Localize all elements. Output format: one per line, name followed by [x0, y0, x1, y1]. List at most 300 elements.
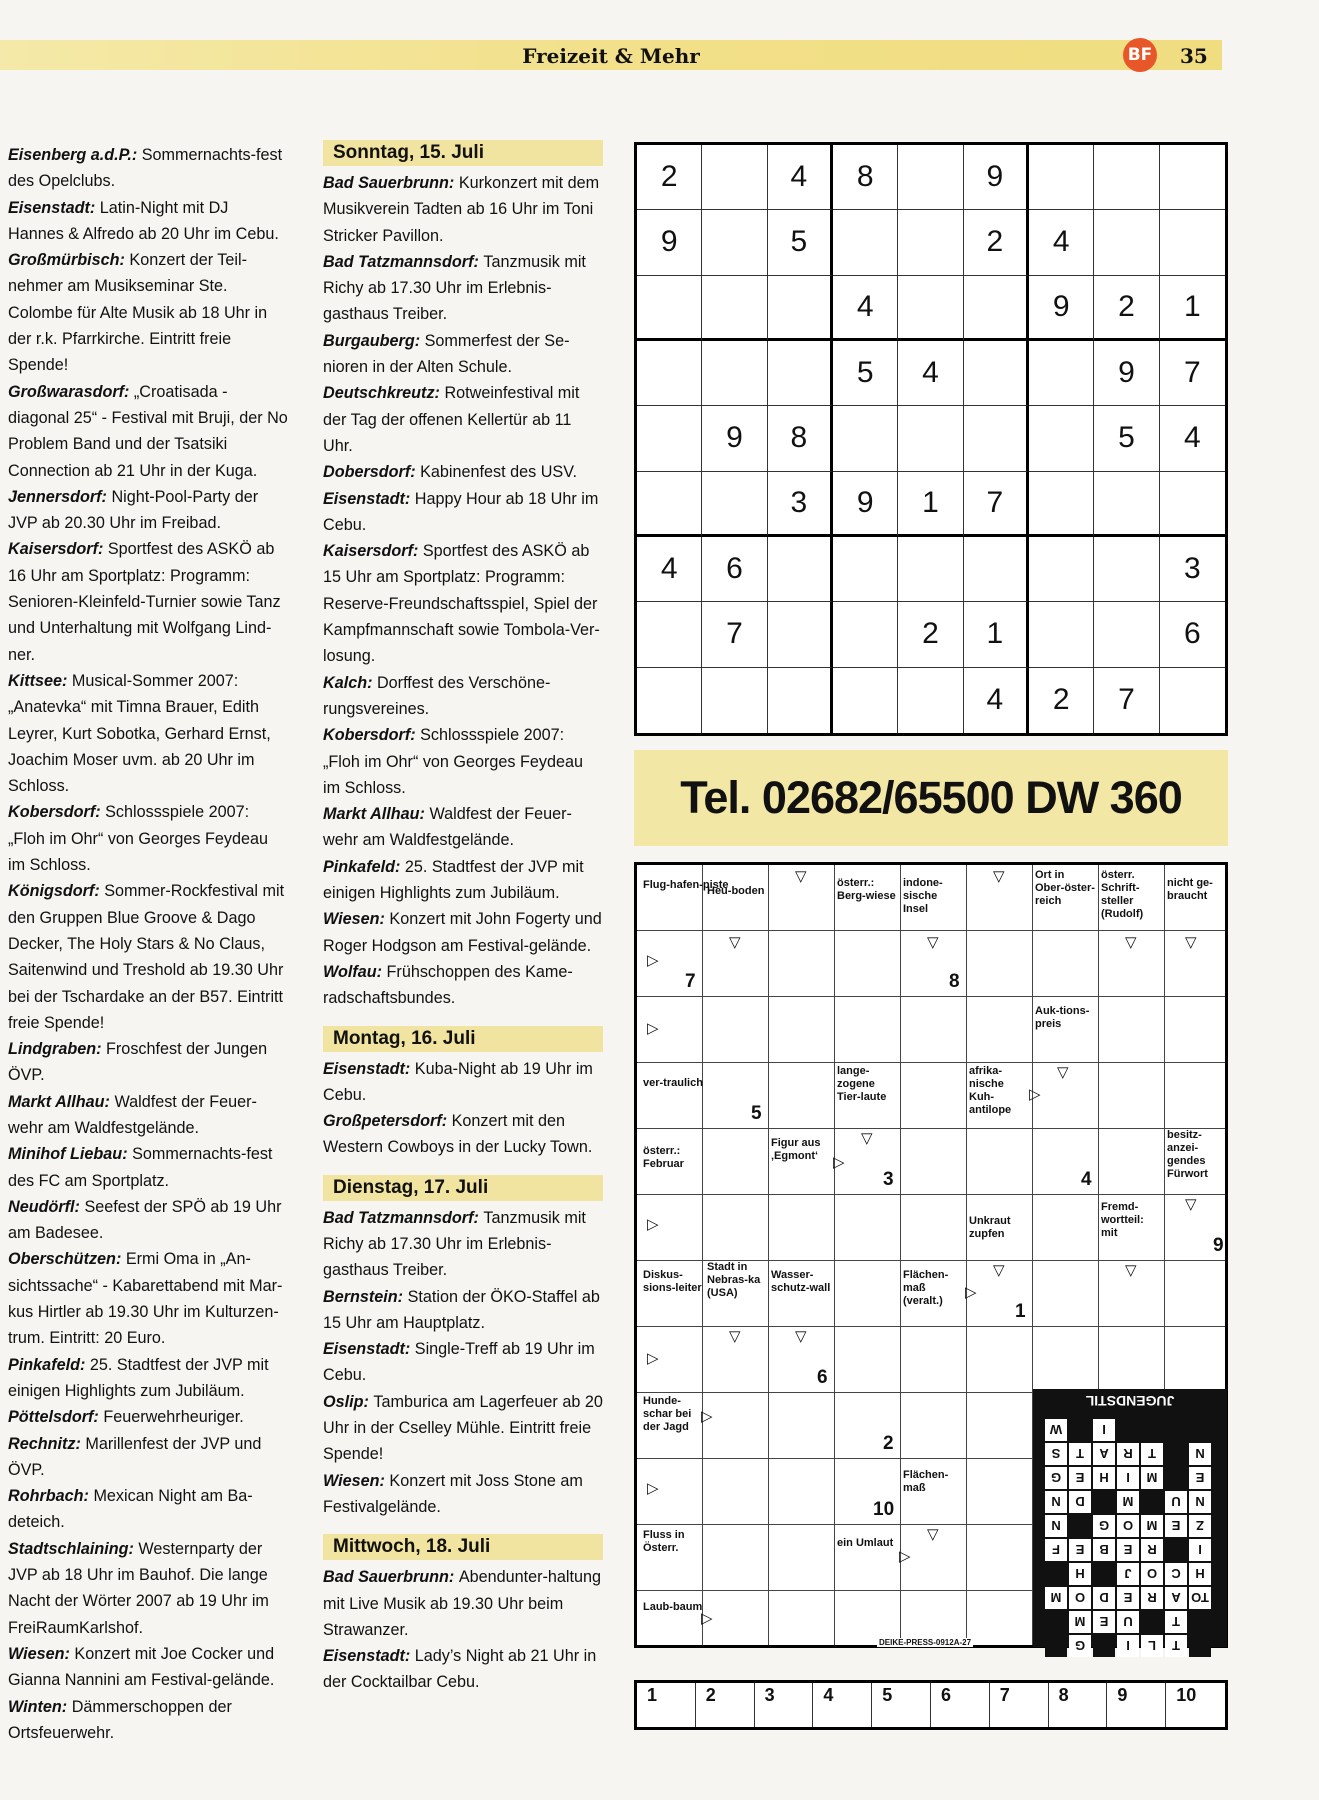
- event-description: Ermi Oma in „An-sichtssache“ - Kabarettabend mit Mar-kus Hirtler ab 19.30 Uhr im Kulturzen-trum. Eintritt: 20 Euro.: [8, 1250, 283, 1348]
- day-heading: Mittwoch, 18. Juli: [323, 1534, 603, 1560]
- clue-bergwiese: österr.: Berg-wiese: [837, 877, 896, 902]
- sudoku-grid: [634, 142, 1228, 736]
- event-place: Pinkafeld:: [8, 1355, 90, 1374]
- event-entry: [8, 1641, 288, 1694]
- event-entry: [323, 249, 603, 328]
- event-entry: [8, 799, 288, 878]
- event-place: Winten:: [8, 1697, 72, 1716]
- mini-grid-cell: E: [1117, 1539, 1139, 1561]
- solution-mini-grid: [1033, 1389, 1227, 1654]
- sudoku-cell[interactable]: [964, 537, 1029, 602]
- clue-fuerwort: besitz-anzei-gendes Fürwort: [1167, 1129, 1208, 1180]
- event-entry: [8, 1536, 288, 1641]
- mini-grid-cell: [1093, 1635, 1115, 1657]
- solution-number: 10: [873, 1499, 895, 1520]
- sudoku-cell[interactable]: 5: [833, 341, 898, 406]
- sudoku-cell[interactable]: 7: [702, 602, 767, 667]
- arrow-right-icon: ▷: [701, 1610, 713, 1627]
- clue-flughafenpiste: Flug-hafen-piste: [643, 879, 729, 891]
- mini-grid-cell: F: [1045, 1539, 1067, 1561]
- sudoku-cell[interactable]: 1: [898, 472, 963, 537]
- event-entry: [8, 1694, 288, 1747]
- mini-grid-cell: J: [1117, 1563, 1139, 1585]
- sudoku-cell[interactable]: 1: [964, 602, 1029, 667]
- sudoku-cell[interactable]: 5: [768, 210, 833, 275]
- day-heading: Montag, 16. Juli: [323, 1026, 603, 1052]
- mini-grid-cell: G: [1093, 1515, 1115, 1537]
- sudoku-cell[interactable]: [833, 406, 898, 471]
- sudoku-cell[interactable]: [964, 276, 1029, 341]
- arrow-right-icon: ▷: [899, 1548, 911, 1565]
- event-description: Sportfest des ASKÖ ab 15 Uhr am Sportplatz: Programm: Reserve-Freundschaftsspiel, Spiel der Kampfmannschaft sowie Tombola-Ver-losung.: [323, 542, 600, 666]
- event-description: Rotweinfestival mit der Tag der offenen Kellertür ab 11 Uhr.: [323, 384, 580, 455]
- solution-number: 7: [685, 971, 696, 992]
- event-place: Lindgraben:: [8, 1040, 107, 1059]
- event-entry: [8, 878, 288, 1036]
- arrow-down-icon: ▽: [993, 1262, 1005, 1279]
- event-place: Rohrbach:: [8, 1487, 94, 1506]
- answer-cell[interactable]: 5: [872, 1683, 931, 1727]
- day-heading: Dienstag, 17. Juli: [323, 1175, 603, 1201]
- event-description: Schlossspiele 2007: „Floh im Ohr“ von Georges Feydeau im Schloss.: [323, 726, 584, 797]
- answer-cell[interactable]: 2: [696, 1683, 755, 1727]
- clue-heuboden: Heu-boden: [707, 885, 765, 897]
- event-entry: [323, 670, 603, 723]
- mini-grid-cell: H: [1093, 1467, 1115, 1489]
- event-entry: [323, 1108, 603, 1161]
- sudoku-cell[interactable]: [898, 145, 963, 210]
- solution-number: 6: [817, 1367, 828, 1388]
- page-header: [0, 40, 1222, 70]
- event-description: Konzert mit den Western Cowboys in der Lucky Town.: [323, 1112, 593, 1157]
- event-entry: [323, 959, 603, 1012]
- answer-cell[interactable]: 6: [931, 1683, 990, 1727]
- sudoku-cell[interactable]: [833, 537, 898, 602]
- clue-februar: österr.: Februar: [643, 1145, 684, 1170]
- event-place: Kaisersdorf:: [8, 540, 108, 559]
- event-place: Markt Allhau:: [323, 805, 430, 824]
- event-description: Kurkonzert mit dem Musikverein Tadten ab 16 Uhr im Toni Stricker Pavillon.: [323, 174, 600, 245]
- event-description: Latin-Night mit DJ Hannes & Alfredo ab 20 Uhr im Cebu.: [8, 198, 279, 243]
- solution-answer-row: [634, 1680, 1228, 1730]
- sudoku-cell[interactable]: 2: [898, 602, 963, 667]
- event-description: Abendunter-haltung mit Live Musik ab 19.30 Uhr beim Strawanzer.: [323, 1568, 602, 1639]
- sudoku-cell[interactable]: 8: [833, 145, 898, 210]
- arrow-down-icon: ▽: [1185, 1196, 1197, 1213]
- event-description: Musical-Sommer 2007: „Anatevka“ mit Timna Brauer, Edith Leyrer, Kurt Sobotka, Gerhard Ernst, Joachim Moser uvm. ab 20 Uhr im Schloss.: [8, 671, 271, 796]
- event-place: Eisenstadt:: [323, 1647, 415, 1666]
- solution-number: 3: [883, 1169, 894, 1190]
- sudoku-cell[interactable]: 9: [1029, 276, 1094, 341]
- sudoku-cell[interactable]: [702, 668, 767, 733]
- mini-grid-cell: [1069, 1419, 1091, 1441]
- mini-grid-cell: N: [1045, 1491, 1067, 1513]
- arrow-down-icon: ▽: [729, 934, 741, 951]
- sudoku-cell[interactable]: [768, 537, 833, 602]
- mini-grid-cell: [1141, 1419, 1163, 1441]
- event-place: Kaisersdorf:: [323, 542, 423, 561]
- sudoku-cell[interactable]: [898, 537, 963, 602]
- crossword-grid: [634, 862, 1228, 1654]
- mini-grid-cell: [1165, 1539, 1187, 1561]
- event-place: Pöttelsdorf:: [8, 1408, 104, 1427]
- event-description: Kuba-Night ab 19 Uhr im Cebu.: [323, 1059, 593, 1104]
- event-entry: [323, 486, 603, 539]
- mini-grid-cell: B: [1093, 1539, 1115, 1561]
- sudoku-cell[interactable]: 6: [702, 537, 767, 602]
- mini-grid-cell: D: [1093, 1587, 1115, 1609]
- sudoku-cell[interactable]: 3: [1160, 537, 1225, 602]
- event-description: Waldfest der Feuer-wehr am Waldfestgelände.: [8, 1092, 257, 1137]
- event-entry: [8, 668, 288, 799]
- clue-hundeschar: Hunde-schar bei der Jagd: [643, 1395, 692, 1433]
- events-column-1: [8, 142, 288, 1746]
- solution-number: 2: [883, 1433, 894, 1454]
- event-place: Bernstein:: [323, 1287, 408, 1306]
- arrow-down-icon: ▽: [1185, 934, 1197, 951]
- sudoku-cell[interactable]: 4: [1160, 406, 1225, 471]
- sudoku-cell[interactable]: 2: [1029, 668, 1094, 733]
- event-description: Mexican Night am Ba-deteich.: [8, 1487, 253, 1532]
- sudoku-cell[interactable]: [702, 210, 767, 275]
- event-entry: [8, 1483, 288, 1536]
- solution-number: 9: [1213, 1235, 1224, 1256]
- sudoku-cell[interactable]: 2: [964, 210, 1029, 275]
- sudoku-cell[interactable]: 5: [1094, 406, 1159, 471]
- sudoku-cell[interactable]: [702, 341, 767, 406]
- sudoku-cell[interactable]: 4: [964, 668, 1029, 733]
- answer-cell[interactable]: 3: [755, 1683, 814, 1727]
- mini-grid-cell: T: [1165, 1611, 1187, 1633]
- mini-grid-cell: [1045, 1563, 1067, 1585]
- mini-grid-cell: [1117, 1419, 1139, 1441]
- arrow-down-icon: ▽: [729, 1328, 741, 1345]
- event-place: Großmürbisch:: [8, 251, 130, 270]
- sudoku-cell[interactable]: [768, 341, 833, 406]
- sudoku-cell[interactable]: [833, 668, 898, 733]
- sudoku-cell[interactable]: [833, 210, 898, 275]
- sudoku-cell[interactable]: [637, 668, 702, 733]
- event-entry: [8, 1194, 288, 1247]
- sudoku-cell[interactable]: [1029, 145, 1094, 210]
- event-entry: [323, 906, 603, 959]
- arrow-down-icon: ▽: [861, 1130, 873, 1147]
- arrow-right-icon: ▷: [647, 952, 659, 969]
- event-description: Single-Treff ab 19 Uhr im Cebu.: [323, 1340, 595, 1385]
- clue-vertraulich: ver-traulich: [643, 1077, 703, 1089]
- event-description: Kabinenfest des USV.: [420, 463, 578, 482]
- clue-flaechenmass-veraltet: Flächen-maß (veralt.): [903, 1269, 949, 1307]
- event-entry: [8, 1089, 288, 1142]
- arrow-down-icon: ▽: [927, 1526, 939, 1543]
- event-entry: [323, 328, 603, 381]
- arrow-down-icon: ▽: [927, 934, 939, 951]
- event-place: Eisenstadt:: [323, 1059, 415, 1078]
- event-entry: [323, 1468, 603, 1521]
- clue-fremdwortteil: Fremd-wortteil: mit: [1101, 1201, 1144, 1239]
- clue-umlaut: ein Umlaut: [837, 1537, 894, 1549]
- sudoku-cell[interactable]: 9: [964, 145, 1029, 210]
- event-description: Konzert mit John Fogerty und Roger Hodgson am Festival-gelände.: [323, 910, 602, 955]
- sudoku-cell[interactable]: [768, 668, 833, 733]
- event-place: Bad Sauerbrunn:: [323, 1568, 459, 1587]
- event-entry: [323, 1643, 603, 1696]
- sudoku-cell[interactable]: [702, 145, 767, 210]
- sudoku-cell[interactable]: 6: [1160, 602, 1225, 667]
- mini-grid-cell: M: [1117, 1491, 1139, 1513]
- event-place: Stadtschlaining:: [8, 1539, 139, 1558]
- mini-grid-cell: I: [1117, 1467, 1139, 1489]
- mini-grid-cell: [1093, 1563, 1115, 1585]
- event-description: Lady’s Night ab 21 Uhr in der Cocktailbar Cebu.: [323, 1647, 597, 1692]
- mini-grid-cell: A: [1165, 1587, 1187, 1609]
- event-description: Schlossspiele 2007: „Floh im Ohr“ von Georges Feydeau im Schloss.: [8, 803, 269, 875]
- event-place: Wiesen:: [323, 1471, 390, 1490]
- sudoku-cell[interactable]: 7: [1160, 341, 1225, 406]
- event-description: Seefest der SPÖ ab 19 Uhr am Badesee.: [8, 1197, 282, 1243]
- event-entry: [8, 142, 288, 195]
- mini-grid-cell: E: [1093, 1611, 1115, 1633]
- mini-grid-cell: E: [1165, 1515, 1187, 1537]
- event-description: Frühschoppen des Kame-radschaftsbundes.: [323, 962, 573, 1008]
- mini-grid-cell: [1189, 1419, 1211, 1441]
- event-description: Konzert mit Joss Stone am Festivalgelände.: [323, 1471, 583, 1516]
- answer-cell[interactable]: 7: [990, 1683, 1049, 1727]
- mini-grid-cell: [1069, 1515, 1091, 1537]
- sudoku-cell[interactable]: [964, 341, 1029, 406]
- event-entry: [8, 1036, 288, 1089]
- sudoku-cell[interactable]: [637, 276, 702, 341]
- sudoku-cell[interactable]: 9: [833, 472, 898, 537]
- event-entry: [8, 1431, 288, 1484]
- mini-grid-cell: A: [1093, 1443, 1115, 1465]
- event-entry: [323, 1389, 603, 1468]
- mini-grid-cell: M: [1141, 1467, 1163, 1489]
- mini-grid-cell: [1141, 1491, 1163, 1513]
- event-entry: [323, 1056, 603, 1109]
- sudoku-cell[interactable]: [964, 406, 1029, 471]
- mini-grid-cell: E: [1069, 1467, 1091, 1489]
- answer-cell[interactable]: 1: [637, 1683, 696, 1727]
- mini-grid-cell: [1165, 1443, 1187, 1465]
- mini-grid-cell: M: [1045, 1587, 1067, 1609]
- sudoku-cell[interactable]: 4: [1029, 210, 1094, 275]
- event-entry: [8, 379, 288, 484]
- mini-grid-cell: U: [1117, 1611, 1139, 1633]
- events-column-2: [323, 140, 603, 1696]
- sudoku-cell[interactable]: [768, 276, 833, 341]
- mini-grid-cell: [1189, 1611, 1211, 1633]
- mini-grid-cell: I: [1093, 1419, 1115, 1441]
- answer-cell[interactable]: 8: [1049, 1683, 1108, 1727]
- event-place: Eisenstadt:: [323, 489, 415, 508]
- event-place: Burgauberg:: [323, 331, 425, 350]
- solution-number: 4: [1081, 1169, 1092, 1190]
- mini-grid-cell: T: [1069, 1443, 1091, 1465]
- bf-logo: BF: [1123, 38, 1157, 72]
- event-place: Wiesen:: [8, 1644, 75, 1663]
- sudoku-cell[interactable]: [1029, 537, 1094, 602]
- event-entry: [323, 801, 603, 854]
- sudoku-cell[interactable]: 4: [833, 276, 898, 341]
- event-entry: [323, 1205, 603, 1284]
- clue-diskussionsleiter: Diskus-sions-leiter: [643, 1269, 702, 1294]
- event-description: Night-Pool-Party der JVP ab 20.30 Uhr im Freibad.: [8, 487, 259, 533]
- answer-cell[interactable]: 9: [1107, 1683, 1166, 1727]
- sudoku-cell[interactable]: [1029, 602, 1094, 667]
- sudoku-cell[interactable]: [898, 668, 963, 733]
- event-description: Sommer-Rockfestival mit den Gruppen Blue Groove & Dago Decker, The Holy Stars & No Claus, Saitenwind und Treshold ab 19.30 Uhr bei der Tschardake an der B57. Eintritt freie Spende!: [8, 882, 285, 1032]
- sudoku-cell[interactable]: 9: [637, 210, 702, 275]
- event-entry: [323, 380, 603, 459]
- answer-cell[interactable]: 4: [813, 1683, 872, 1727]
- event-place: Pinkafeld:: [323, 857, 405, 876]
- event-description: 25. Stadtfest der JVP mit einigen Highlights zum Jubiläum.: [323, 857, 584, 903]
- clue-wasserschutzwall: Wasser-schutz-wall: [771, 1269, 831, 1294]
- mini-grid-cell: E: [1117, 1587, 1139, 1609]
- event-place: Kobersdorf:: [8, 803, 106, 822]
- sudoku-cell[interactable]: 8: [768, 406, 833, 471]
- solution-number: 1: [1015, 1301, 1026, 1322]
- event-place: Großpetersdorf:: [323, 1112, 452, 1131]
- event-place: Bad Sauerbrunn:: [323, 174, 459, 192]
- sudoku-cell[interactable]: 7: [1094, 668, 1159, 733]
- sudoku-cell[interactable]: [1094, 602, 1159, 667]
- sudoku-cell[interactable]: 9: [702, 406, 767, 471]
- event-entry: [8, 536, 288, 667]
- sudoku-cell[interactable]: [637, 406, 702, 471]
- sudoku-cell[interactable]: 7: [964, 472, 1029, 537]
- event-description: Sportfest des ASKÖ ab 16 Uhr am Sportplatz: Programm: Senioren-Kleinfeld-Turnier sowie Tanz und Unterhaltung mit Wolfgang Lind-ner.: [8, 540, 281, 664]
- event-place: Kalch:: [323, 673, 377, 692]
- sudoku-cell[interactable]: [1094, 472, 1159, 537]
- event-place: Eisenstadt:: [323, 1340, 415, 1359]
- event-place: Eisenberg a.d.P.:: [8, 146, 142, 164]
- sudoku-cell[interactable]: [1160, 210, 1225, 275]
- event-place: Jennersdorf:: [8, 487, 112, 506]
- event-place: Wiesen:: [323, 910, 390, 929]
- sudoku-cell[interactable]: [1029, 472, 1094, 537]
- phone-banner: Tel. 02682/65500 DW 360: [634, 750, 1228, 846]
- mini-grid-cell: U: [1165, 1491, 1187, 1513]
- mini-grid-cell: O: [1069, 1587, 1091, 1609]
- arrow-down-icon: ▽: [993, 868, 1005, 885]
- event-entry: [8, 1404, 288, 1430]
- clue-indonesische-insel: indone-sische Insel: [903, 877, 943, 915]
- mini-grid-cell: O: [1117, 1515, 1139, 1537]
- sudoku-cell[interactable]: 1: [1160, 276, 1225, 341]
- sudoku-cell[interactable]: [768, 602, 833, 667]
- mini-grid-cell: C: [1165, 1563, 1187, 1585]
- sudoku-cell[interactable]: [637, 602, 702, 667]
- clue-kuhantilope: afrika-nische Kuh-antilope: [969, 1065, 1012, 1116]
- event-entry: [323, 1284, 603, 1337]
- event-entry: [8, 1246, 288, 1351]
- sudoku-cell[interactable]: [1094, 537, 1159, 602]
- event-entry: [323, 1564, 603, 1643]
- solution-number: 5: [751, 1103, 762, 1124]
- event-place: Großwarasdorf:: [8, 382, 134, 401]
- sudoku-cell[interactable]: [833, 602, 898, 667]
- event-description: Feuerwehrheuriger.: [103, 1408, 244, 1427]
- day-heading: Sonntag, 15. Juli: [323, 140, 603, 166]
- event-place: Kobersdorf:: [323, 726, 421, 745]
- clue-flaechenmass: Flächen-maß: [903, 1469, 949, 1494]
- sudoku-cell[interactable]: [702, 276, 767, 341]
- arrow-right-icon: ▷: [647, 1020, 659, 1037]
- mini-grid-cell: [1165, 1467, 1187, 1489]
- sudoku-cell[interactable]: 2: [637, 145, 702, 210]
- event-description: Konzert der Teil-nehmer am Musikseminar Ste. Colombe für Alte Musik ab 18 Uhr in der r.k. Pfarrkirche. Eintritt freie Spende!: [8, 251, 268, 375]
- event-description: Konzert mit Joe Cocker und Gianna Nannini am Festival-gelände.: [8, 1644, 275, 1690]
- mini-grid-cell: T: [1165, 1635, 1187, 1657]
- mini-grid-cell: [1189, 1635, 1211, 1657]
- sudoku-cell[interactable]: 4: [768, 145, 833, 210]
- sudoku-cell[interactable]: [1029, 406, 1094, 471]
- mini-grid-cell: M: [1141, 1515, 1163, 1537]
- mini-grid-cell: [1045, 1611, 1067, 1633]
- sudoku-cell[interactable]: [1160, 472, 1225, 537]
- clue-fluss: Fluss in Österr.: [643, 1529, 685, 1554]
- event-place: Rechnitz:: [8, 1434, 86, 1453]
- event-entry: [8, 484, 288, 537]
- event-description: Sommerfest der Se-nioren in der Alten Schule.: [323, 331, 570, 377]
- answer-cell[interactable]: 10: [1176, 1685, 1197, 1705]
- sudoku-cell[interactable]: [898, 406, 963, 471]
- mini-grid-cell: [1045, 1635, 1067, 1657]
- event-place: Neudörfl:: [8, 1197, 85, 1216]
- clue-nicht-gebraucht: nicht ge-braucht: [1167, 877, 1213, 902]
- event-description: Waldfest der Feuer-wehr am Waldfestgelände.: [323, 805, 572, 850]
- sudoku-cell[interactable]: [637, 472, 702, 537]
- mini-grid-cell: O: [1141, 1563, 1163, 1585]
- mini-grid-cell: [1141, 1611, 1163, 1633]
- event-entry: [8, 247, 288, 378]
- event-description: Dämmerschoppen der Ortsfeuerwehr.: [8, 1697, 232, 1742]
- sudoku-cell[interactable]: 4: [898, 341, 963, 406]
- mini-grid-cell: R: [1141, 1587, 1163, 1609]
- sudoku-cell[interactable]: [898, 276, 963, 341]
- event-description: Westernparty der JVP ab 18 Uhr im Bauhof. Die lange Nacht der Wörter 2007 ab 19 Uhr im FreiRaumKarlshof.: [8, 1539, 269, 1637]
- sudoku-cell[interactable]: 9: [1094, 341, 1159, 406]
- arrow-right-icon: ▷: [701, 1408, 713, 1425]
- sudoku-cell[interactable]: [1094, 145, 1159, 210]
- sudoku-cell[interactable]: [898, 210, 963, 275]
- sudoku-cell[interactable]: 3: [768, 472, 833, 537]
- event-place: Kittsee:: [8, 671, 72, 690]
- event-entry: [323, 538, 603, 669]
- event-place: Deutschkreutz:: [323, 384, 445, 403]
- mini-grid-cell: R: [1117, 1443, 1139, 1465]
- event-place: Minihof Liebau:: [8, 1145, 133, 1164]
- sudoku-cell[interactable]: [1094, 210, 1159, 275]
- sudoku-cell[interactable]: 2: [1094, 276, 1159, 341]
- sudoku-cell[interactable]: [702, 472, 767, 537]
- sudoku-cell[interactable]: [1160, 668, 1225, 733]
- sudoku-cell[interactable]: 4: [637, 537, 702, 602]
- sudoku-cell[interactable]: [637, 341, 702, 406]
- event-place: Markt Allhau:: [8, 1092, 115, 1111]
- event-description: Tanzmusik mit Richy ab 17.30 Uhr im Erlebnis-gasthaus Treiber.: [323, 252, 586, 324]
- sudoku-cell[interactable]: [1160, 145, 1225, 210]
- arrow-right-icon: ▷: [1029, 1086, 1041, 1103]
- page-number: 35: [1180, 44, 1208, 68]
- event-description: 25. Stadtfest der JVP mit einigen Highlights zum Jubiläum.: [8, 1355, 269, 1400]
- arrow-right-icon: ▷: [647, 1216, 659, 1233]
- mini-grid-cell: E: [1189, 1467, 1211, 1489]
- sudoku-cell[interactable]: [1029, 341, 1094, 406]
- arrow-down-icon: ▽: [795, 1328, 807, 1345]
